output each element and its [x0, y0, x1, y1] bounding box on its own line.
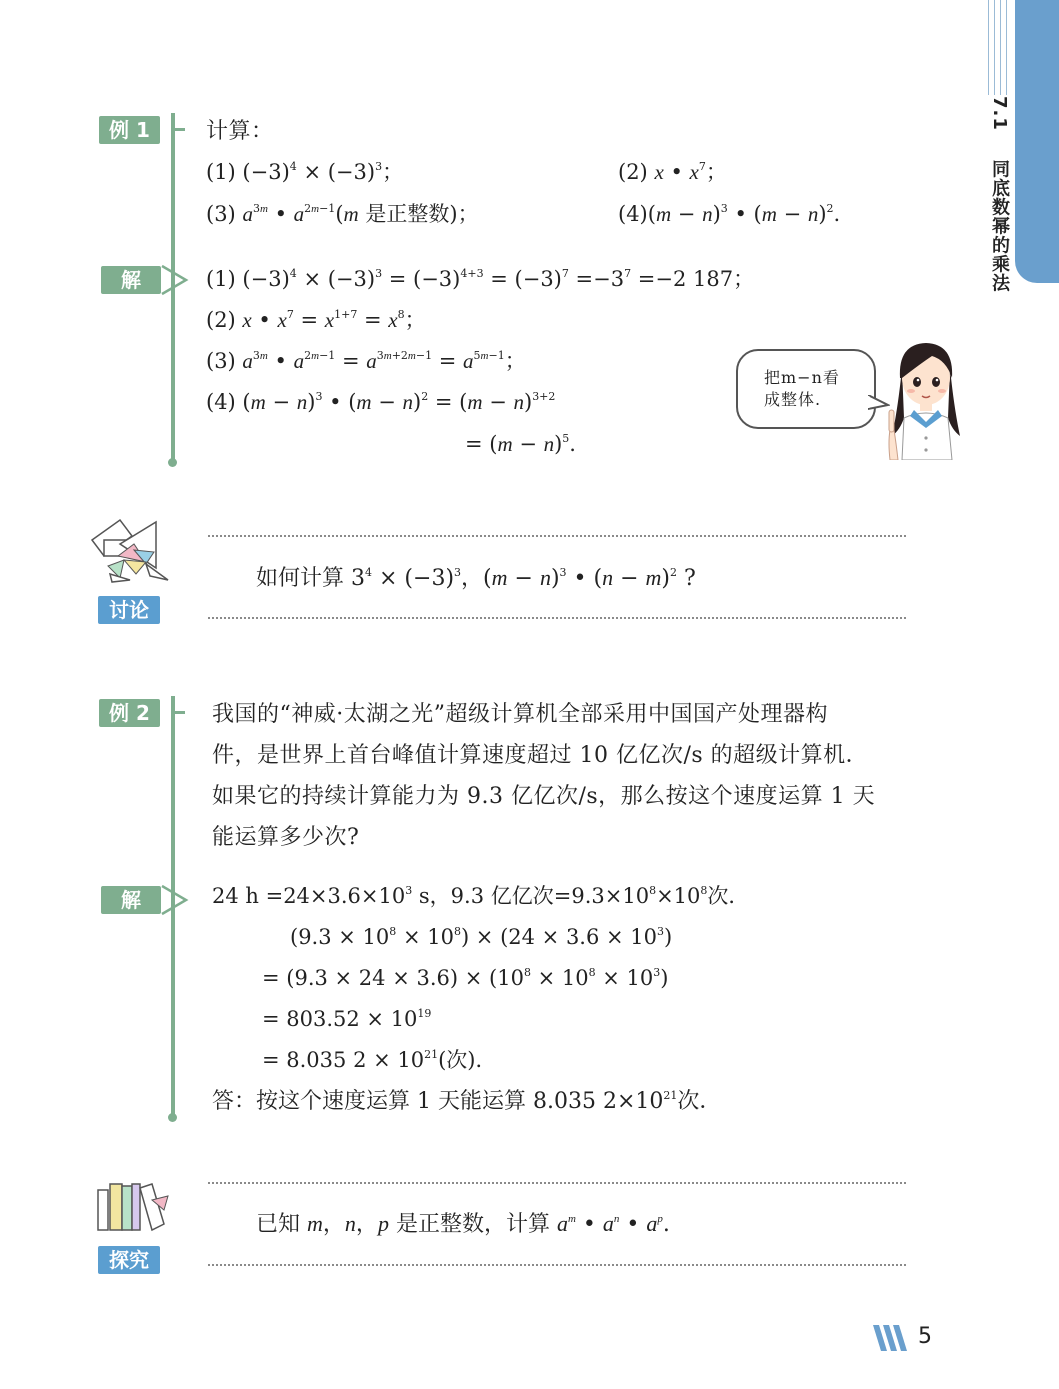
example1-solution-2: (2) x • $x^7 = x^{1+7} = x^8$；	[206, 308, 426, 332]
solution-arrow-icon	[160, 884, 190, 916]
example2-problem	[212, 694, 912, 858]
solution-arrow-icon	[160, 264, 190, 296]
discussion-bottom-rule	[208, 617, 906, 619]
example1-tag: 例 1	[99, 116, 160, 144]
discussion-tangram-icon	[90, 516, 172, 584]
example2-bracket-end	[168, 1113, 177, 1122]
hint-text: 把m−n看成整体.	[764, 368, 840, 409]
example1-solution-tag: 解	[101, 266, 161, 294]
explore-bottom-rule	[208, 1264, 906, 1266]
girl-character-illustration	[880, 338, 972, 460]
section-number: 7.1	[989, 96, 1010, 131]
example2-solution-line2: $(9.3 \times 10^8 \times 10^8) \times (24 \times 3.6 \times 10^3)$	[290, 925, 673, 949]
example2-answer: 答：按这个速度运算 1 天能运算 8.035 $2\times 10^{21}$次．	[212, 1089, 722, 1114]
problem-line: 如果它的持续计算能力为 9.3 亿亿次/s，那么按这个速度运算 1 天	[212, 784, 876, 809]
example1-bracket-hook	[171, 128, 185, 131]
example2-solution-line4: = $803.52 \times 10^{19}$	[262, 1007, 432, 1031]
discussion-tag: 讨论	[98, 596, 160, 624]
example1-problem-2: (2) x • $x^7$；	[618, 160, 727, 184]
example1-intro: 计算：	[206, 119, 274, 144]
example1-problem-3: (3) $a^{3m}$ • $a^{2m-1}(m$ 是正整数)；	[206, 202, 479, 226]
discussion-question: 如何计算 $3^4 \times (-3)^3$，$(m - n)^3$ • $(n - m)^2$ ?	[256, 565, 696, 591]
example1-solution-4a: (4) $(m - n)^3$ • $(m - n)^2 = (m - n)^{3+2}$	[206, 390, 556, 414]
section-name: 同底数幂的乘法	[989, 159, 1010, 293]
side-decoration-line	[1006, 0, 1007, 95]
example2-solution-line1: 24 $h =24\times 3.6\times 10^3$ s，9.3 亿亿次$=9.3\times 10^8\times 10^8$次．	[212, 884, 750, 908]
example1-bracket-end	[168, 458, 177, 467]
hint-speech-bubble	[736, 349, 876, 429]
page-stripes-icon	[873, 1325, 913, 1351]
example2-solution-line5: = 8.035 $2 \times 10^{21}$(次)．	[262, 1048, 497, 1072]
page-number: 5	[918, 1324, 932, 1349]
example2-bracket-hook	[171, 711, 185, 714]
example1-problem-1: (1) $(-3)^4 \times (-3)^3$；	[206, 160, 404, 184]
example1-problem-4: $(4)(m - n)^3$ • $(m - n)^2$.	[618, 202, 841, 226]
problem-line: 能运算多少次?	[212, 825, 360, 850]
example1-solution-3: (3) $a^{3m}$ • $a^{2m-1} = a^{3m+2m-1} = a^{5m-1}$；	[206, 349, 526, 373]
example2-tag: 例 2	[99, 699, 160, 727]
side-decoration-line	[994, 0, 995, 95]
side-decoration-line	[1000, 0, 1001, 95]
example1-solution-4b: = $(m - n)^5$.	[465, 432, 576, 456]
side-decoration-line	[988, 0, 989, 95]
explore-books-icon	[94, 1180, 170, 1234]
example1-solution-1: (1) $(-3)^4 \times (-3)^3 = (-3)^{4+3} = (-3)^7 =-3^7 =-2$ 187；	[206, 267, 755, 291]
explore-top-rule	[208, 1182, 906, 1184]
explore-tag: 探究	[98, 1246, 160, 1274]
chapter-side-tab	[1015, 0, 1059, 283]
discussion-top-rule	[208, 535, 906, 537]
example2-solution-line3: = $(9.3 \times 24 \times 3.6) \times (10^8 \times 10^8 \times 10^3)$	[262, 966, 669, 990]
section-title	[986, 96, 1012, 292]
problem-line: 我国的“神威·太湖之光”超级计算机全部采用中国国产处理器构	[212, 702, 828, 727]
problem-line: 件，是世界上首台峰值计算速度超过 10 亿亿次/s 的超级计算机．	[212, 743, 869, 768]
example2-solution-tag: 解	[101, 886, 161, 914]
explore-question: 已知 m，n，p 是正整数，计算 $a^m$ • $a^n$ • $a^p$.	[256, 1211, 670, 1237]
